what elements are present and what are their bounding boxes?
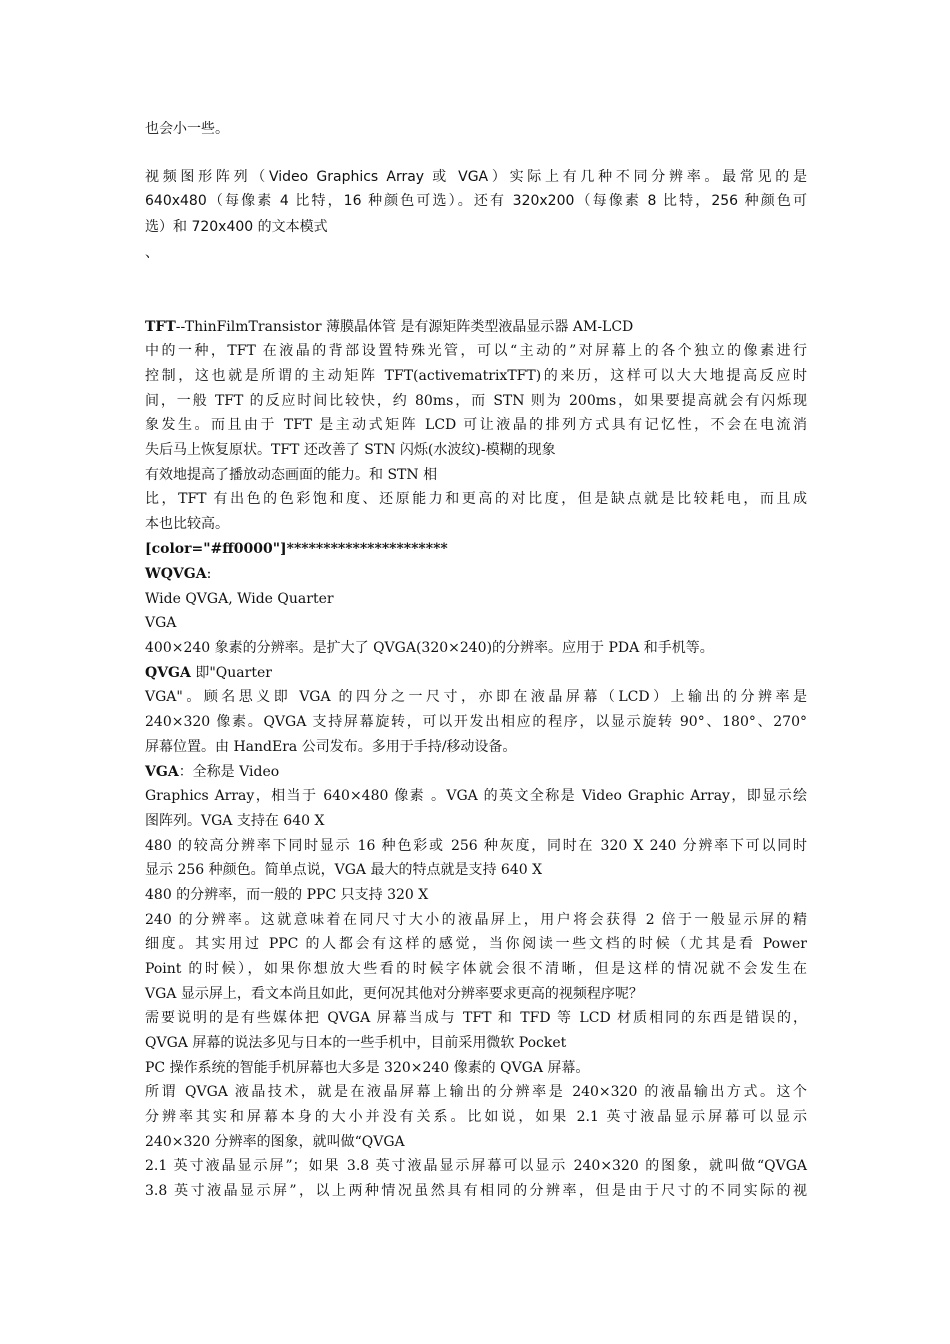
text-line: 比，TFT 有出色的色彩饱和度、还原能力和更高的对比度，但是缺点就是比较耗电，而且成 xyxy=(145,491,807,507)
text-line: 2.1 英寸液晶显示屏”；如果 3.8 英寸液晶显示屏幕可以显示 240×320 的图象，就叫做“QVGA xyxy=(145,1158,807,1174)
text-line: 视频图形阵列（Video Graphics Array 或 VGA）实际上有几种不同分辨率。最常见的是 xyxy=(145,169,807,185)
text-line: 分辨率其实和屏幕本身的大小并没有关系。比如说，如果 2.1 英寸液晶显示屏幕可以显示 xyxy=(145,1109,807,1125)
text-line: 240×320 分辨率的图象，就叫做“QVGA xyxy=(145,1134,405,1150)
text-line: Point 的时候），如果你想放大些看的时候字体就会很不清晰，但是这样的情况就不会发生在 xyxy=(145,961,807,977)
text-line: 3.8 英寸液晶显示屏”，以上两种情况虽然具有相同的分辨率，但是由于尺寸的不同实际的视 xyxy=(145,1183,807,1199)
qvga-heading-text: 即"Quarter xyxy=(190,665,272,681)
vga-heading-text: ：全称是 Video xyxy=(178,764,280,780)
text-line xyxy=(145,763,279,781)
text-line: 240×320 像素。QVGA 支持屏幕旋转，可以开发出相应的程序，以显示旋转 90°、180°、270° xyxy=(145,714,807,730)
text-line: 象发生。而且由于 TFT 是主动式矩阵 LCD 可让液晶的排列方式具有记忆性，不会在电流消 xyxy=(145,417,807,433)
text-line: 需要说明的是有些媒体把 QVGA 屏幕当成与 TFT 和 TFD 等 LCD 材质相同的东西是错误的， xyxy=(145,1010,807,1026)
text-line: 480 的分辨率，而一般的 PPC 只支持 320 X xyxy=(145,887,429,903)
qvga-heading: QVGA xyxy=(145,665,191,681)
text-line: 本也比较高。 xyxy=(145,516,229,532)
text-line: 240 的分辨率。这就意味着在同尺寸大小的液晶屏上，用户将会获得 2 倍于一般显示屏的精 xyxy=(145,912,807,928)
wqvga-colon: : xyxy=(206,566,212,582)
text-line: 细度。其实用过 PPC 的人都会有这样的感觉，当你阅读一些文档的时候（尤其是看 Power xyxy=(145,936,807,952)
text-line: 、 xyxy=(145,245,159,261)
text-line: VGA xyxy=(145,615,177,631)
text-line: 失后马上恢复原状。TFT 还改善了 STN 闪烁(水波纹)-模糊的现象 xyxy=(145,442,556,458)
text-line: 图阵列。VGA 支持在 640 X xyxy=(145,813,325,829)
text-line: 640x480（每像素 4 比特，16 种颜色可选）。还有 320x200（每像素 8 比特，256 种颜色可 xyxy=(145,193,807,209)
text-line xyxy=(145,318,633,336)
text-line: 所谓 QVGA 液晶技术，就是在液晶屏幕上输出的分辨率是 240×320 的液晶输出方式。这个 xyxy=(145,1084,807,1100)
text-line: 有效地提高了播放动态画面的能力。和 STN 相 xyxy=(145,467,438,483)
vga-heading: VGA xyxy=(145,764,179,780)
text-line: 中的一种，TFT 在液晶的背部设置特殊光管，可以“主动的”对屏幕上的各个独立的像素进行 xyxy=(145,343,807,359)
text-line: VGA 显示屏上，看文本尚且如此，更何况其他对分辨率要求更高的视频程序呢？ xyxy=(145,986,643,1002)
text-line: 也会小一些。 xyxy=(145,121,229,137)
text-line: 控制，这也就是所谓的主动矩阵 TFT(activematrixTFT)的来历，这样可以大大地提高反应时 xyxy=(145,368,807,384)
text-line: 400×240 象素的分辨率。是扩大了 QVGA(320×240)的分辨率。应用于 PDA 和手机等。 xyxy=(145,640,714,656)
text-line xyxy=(145,664,272,682)
text-line: PC 操作系统的智能手机屏幕也大多是 320×240 像素的 QVGA 屏幕。 xyxy=(145,1060,590,1076)
text-line: 屏幕位置。由 HandEra 公司发布。多用于手持/移动设备。 xyxy=(145,739,517,755)
text-line: Graphics Array，相当于 640×480 像素 。VGA 的英文全称是 Video Graphic Array，即显示绘 xyxy=(145,788,807,804)
text-line: QVGA 屏幕的说法多见与日本的一些手机中，目前采用微软 Pocket xyxy=(145,1035,567,1051)
text-line xyxy=(145,565,211,583)
text-line: 显示 256 种颜色。简单点说，VGA 最大的特点就是支持 640 X xyxy=(145,862,543,878)
text-line: Wide QVGA, Wide Quarter xyxy=(145,591,334,607)
text-line: 选）和 720x400 的文本模式 xyxy=(145,219,328,235)
tft-heading-text: --ThinFilmTransistor 薄膜晶体管 是有源矩阵类型液晶显示器 AM-LCD xyxy=(175,319,634,335)
text-line: 480 的较高分辨率下同时显示 16 种色彩或 256 种灰度，同时在 320 X 240 分辨率下可以同时 xyxy=(145,838,807,854)
wqvga-heading: WQVGA xyxy=(145,566,207,582)
text-line: VGA"。顾名思义即 VGA 的四分之一尺寸，亦即在液晶屏幕（LCD）上输出的分辨率是 xyxy=(145,689,807,705)
text-line: 间，一般 TFT 的反应时间比较快，约 80ms，而 STN 则为 200ms，如果要提高就会有闪烁现 xyxy=(145,393,807,409)
tft-heading: TFT xyxy=(145,319,176,335)
text-line: [color="#ff0000"]********************** xyxy=(145,541,448,557)
